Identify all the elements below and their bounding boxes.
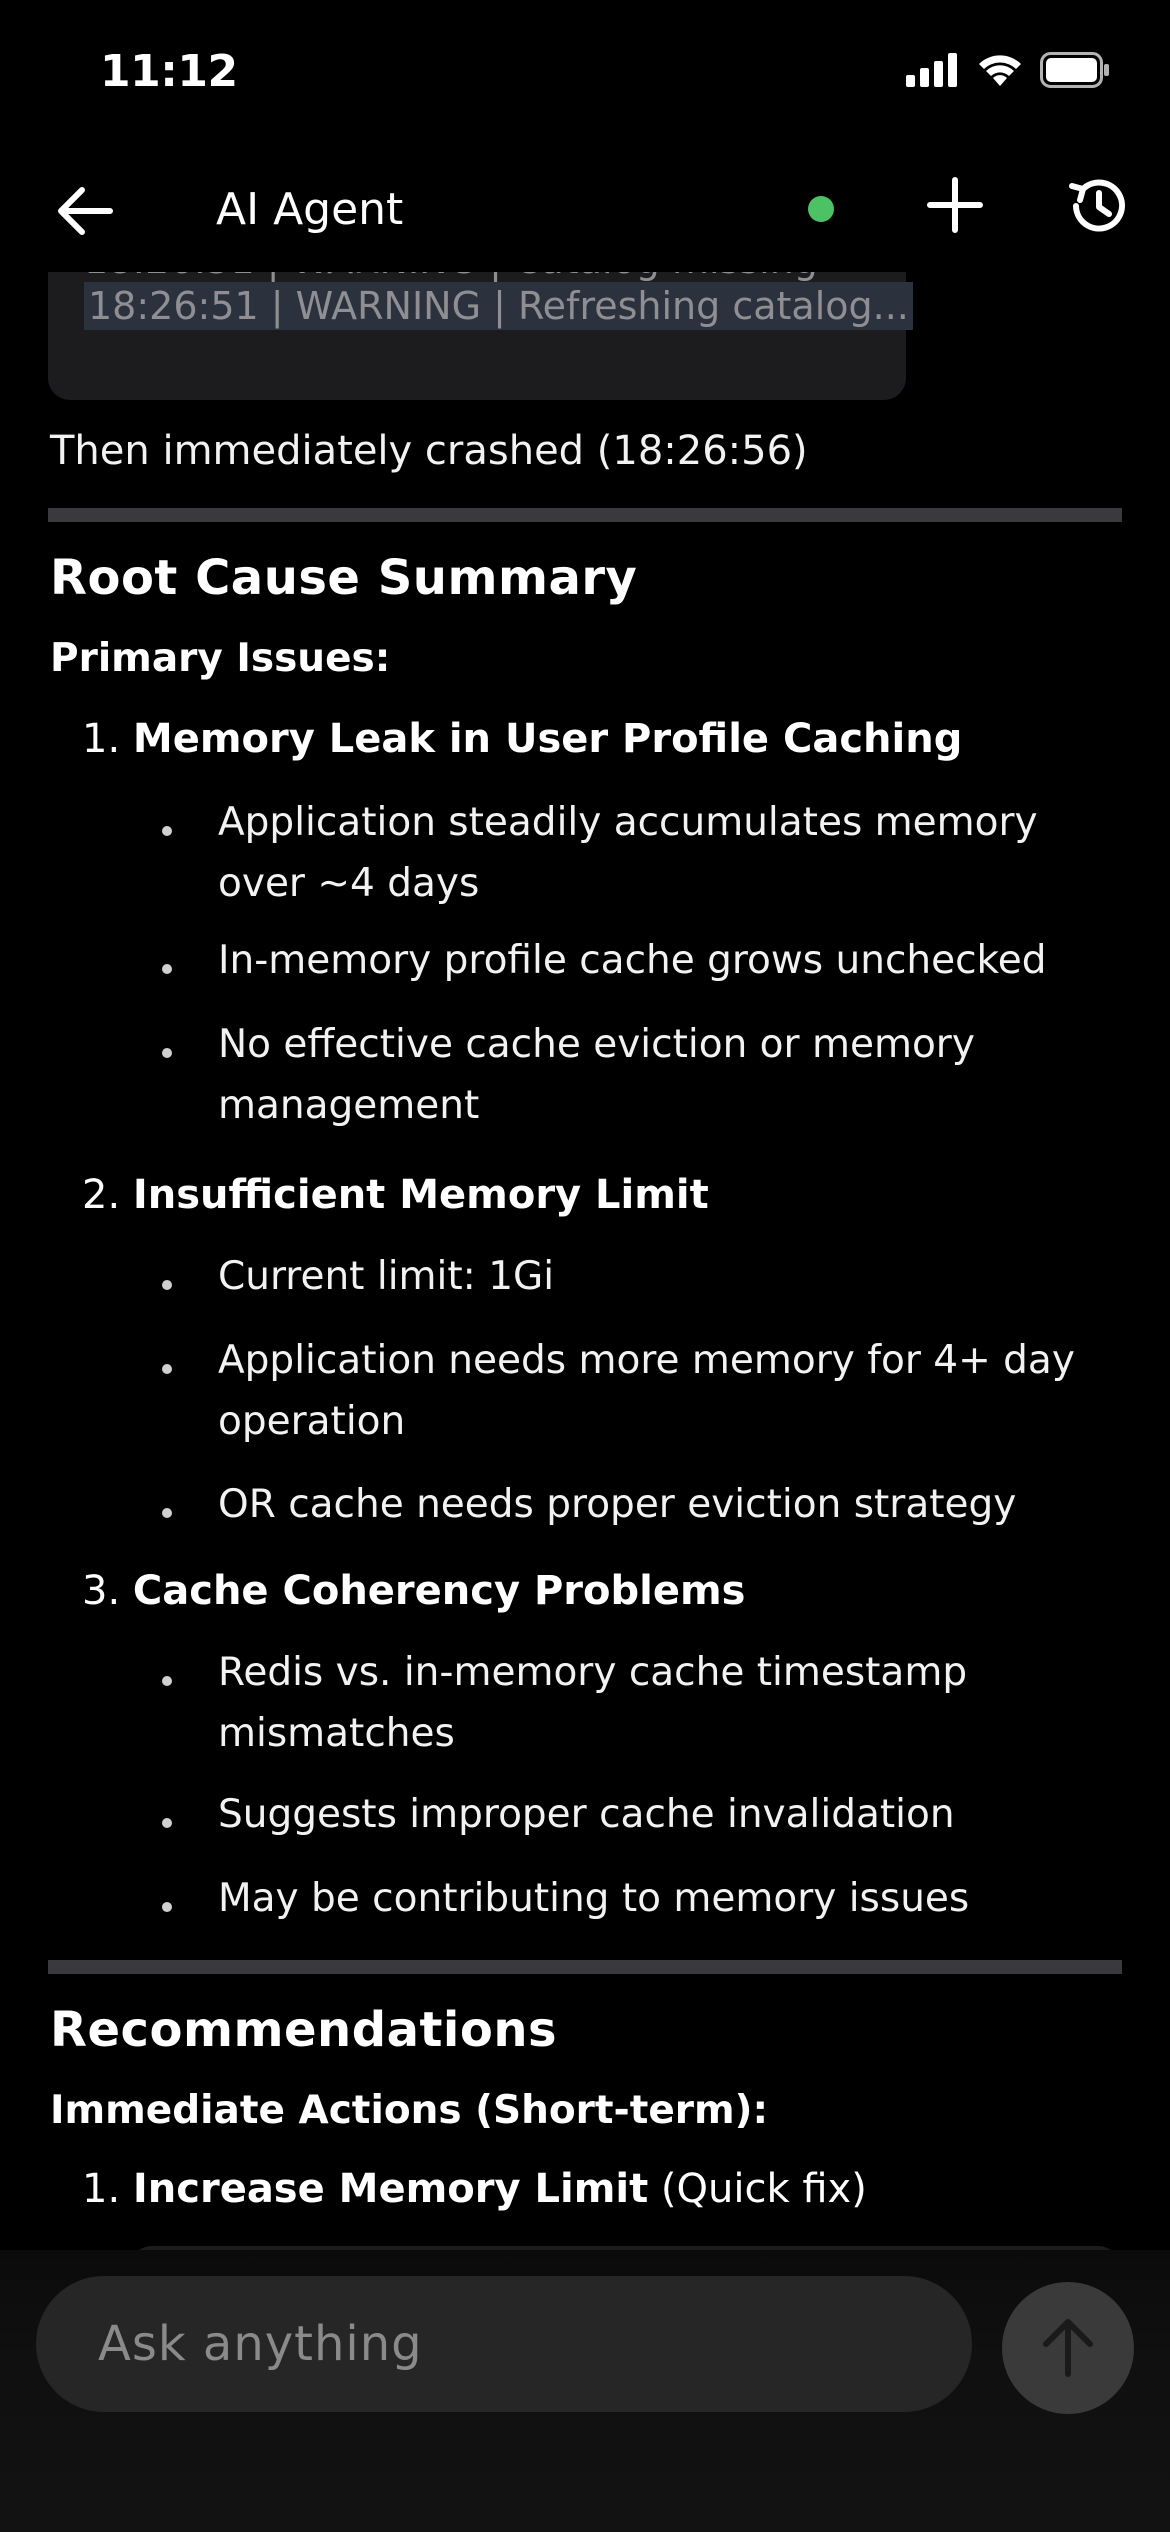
message-input[interactable] — [36, 2276, 972, 2412]
divider — [48, 508, 1122, 522]
app-header — [0, 150, 1170, 272]
list-item: Application steadily accumulates memory over ~4 days — [218, 800, 1038, 906]
issue-title — [82, 1568, 745, 1614]
list-item: Current limit: 1Gi — [218, 1254, 555, 1299]
list-number: 3. — [82, 1568, 121, 1614]
input-placeholder: Ask anything — [98, 2316, 423, 2372]
issue-title — [82, 1172, 709, 1218]
list-item: No effective cache eviction or memory management — [218, 1022, 975, 1128]
wifi-icon — [976, 52, 1024, 88]
list-number: 1. — [82, 2166, 121, 2212]
list-item: Redis vs. in-memory cache timestamp mismatches — [218, 1650, 968, 1756]
recommendation-note: (Quick fix) — [660, 2166, 867, 2212]
list-item: Suggests improper cache invalidation — [218, 1792, 955, 1837]
recommendation-item — [82, 2166, 867, 2212]
chat-content[interactable] — [0, 272, 1170, 2264]
divider — [48, 1960, 1122, 1974]
issue-title-text: Insufficient Memory Limit — [132, 1172, 709, 1218]
composer-bar — [0, 2250, 1170, 2532]
signal-icon — [906, 53, 960, 87]
list-item: In-memory profile cache grows unchecked — [218, 938, 1047, 983]
status-time: 11:12 — [100, 46, 238, 97]
bullet — [162, 1676, 172, 1686]
back-arrow-icon[interactable] — [52, 178, 118, 244]
battery-icon — [1040, 52, 1110, 88]
arrow-up-icon — [1002, 2282, 1134, 2414]
bullet — [162, 1818, 172, 1828]
bullet — [162, 1508, 172, 1518]
plus-icon[interactable] — [924, 174, 986, 236]
bullet — [162, 826, 172, 836]
list-item: OR cache needs proper eviction strategy — [218, 1482, 1017, 1527]
bullet — [162, 964, 172, 974]
bullet — [162, 1280, 172, 1290]
status-bar — [0, 0, 1170, 150]
bullet — [162, 1364, 172, 1374]
bullet — [162, 1902, 172, 1912]
history-icon[interactable] — [1064, 172, 1132, 240]
issue-title — [82, 716, 962, 762]
issue-title-text: Memory Leak in User Profile Caching — [132, 716, 963, 762]
recommendation-title: Increase Memory Limit — [132, 2166, 649, 2212]
section-heading: Recommendations — [50, 2002, 558, 2058]
log-line: 18:26:51 | WARNING | Refreshing catalog... — [84, 282, 913, 330]
issue-title-text: Cache Coherency Problems — [132, 1568, 746, 1614]
send-button[interactable] — [1002, 2282, 1134, 2414]
online-status-dot — [808, 196, 834, 222]
list-item: May be contributing to memory issues — [218, 1876, 970, 1921]
list-number: 2. — [82, 1172, 121, 1218]
subheading: Immediate Actions (Short-term): — [50, 2088, 769, 2133]
page-title: AI Agent — [216, 184, 404, 235]
crash-note: Then immediately crashed (18:26:56) — [50, 428, 808, 474]
list-number: 1. — [82, 716, 121, 762]
bullet — [162, 1048, 172, 1058]
section-heading: Root Cause Summary — [50, 550, 638, 606]
subheading: Primary Issues: — [50, 636, 391, 681]
list-item: Application needs more memory for 4+ day operation — [218, 1338, 1075, 1444]
